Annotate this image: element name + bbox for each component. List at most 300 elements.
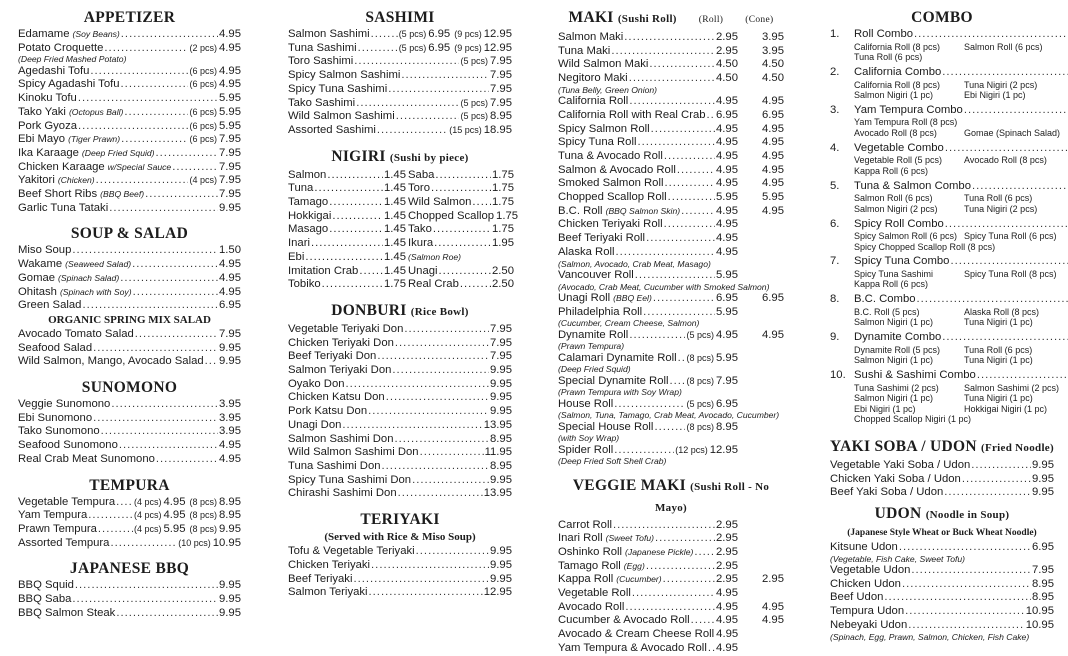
dot-leader bbox=[914, 28, 1068, 42]
combo-title-row bbox=[854, 255, 1068, 269]
item-price: 8.95 bbox=[1032, 577, 1054, 590]
item-name: Tuna Sashimi bbox=[288, 41, 357, 54]
menu-item bbox=[558, 444, 784, 458]
item-size: (4 pcs) bbox=[133, 496, 162, 507]
menu-item bbox=[288, 28, 512, 42]
item-name: Avocado Tomato Salad bbox=[18, 327, 134, 340]
nigiri-name: (Salmon Roe) bbox=[408, 251, 462, 262]
combo-name: Yam Tempura Combo bbox=[854, 103, 963, 116]
menu-item bbox=[288, 69, 512, 83]
combo-content-item bbox=[964, 279, 1068, 289]
menu-item bbox=[18, 147, 241, 161]
item-price: 5.95 bbox=[219, 92, 241, 105]
dot-leader bbox=[386, 391, 489, 405]
nigiri-cell bbox=[288, 278, 406, 292]
dot-leader bbox=[614, 398, 685, 412]
dot-leader bbox=[109, 202, 218, 216]
item-price: 4.95 bbox=[219, 439, 241, 452]
nigiri-cell bbox=[288, 196, 406, 210]
nigiri-name: Tako bbox=[408, 223, 432, 236]
item-size: (2 pcs) bbox=[189, 42, 217, 53]
dot-leader bbox=[329, 223, 383, 237]
combo-name: Spicy Roll Combo bbox=[854, 217, 944, 230]
combo-number: 5. bbox=[830, 179, 840, 192]
item-name: Avocado Roll bbox=[558, 600, 625, 613]
item-price: 9.95 bbox=[1032, 486, 1054, 499]
dot-leader bbox=[433, 223, 491, 237]
nigiri-name: Ikura bbox=[408, 237, 434, 250]
item-name: Spicy Tuna Roll bbox=[558, 136, 637, 149]
menu-item bbox=[18, 328, 241, 342]
nigiri-cell bbox=[288, 210, 406, 224]
item-name: Tempura Udon bbox=[830, 605, 905, 618]
item-price: 13.95 bbox=[483, 418, 512, 431]
item-name: Beef Udon bbox=[830, 591, 884, 604]
menu-item bbox=[18, 202, 241, 216]
dot-leader bbox=[101, 425, 218, 439]
item-price: 3.95 bbox=[219, 425, 241, 438]
item-name: Wild Salmon, Mango, Avocado Salad bbox=[18, 355, 204, 368]
item-price-cone: 4.95 bbox=[762, 177, 784, 190]
nigiri-name: Inari bbox=[288, 237, 310, 250]
item-size: (15 pcs) bbox=[449, 124, 482, 135]
item-size: (6 pcs) bbox=[189, 106, 217, 117]
dot-leader bbox=[121, 28, 218, 42]
menu-item bbox=[830, 459, 1054, 473]
item-description: (Salmon, Avocado, Crab Meat, Masago) bbox=[558, 258, 711, 269]
combo-contents bbox=[854, 52, 1068, 62]
item-size-large: (9 pcs) bbox=[454, 29, 482, 39]
menu-item bbox=[18, 92, 241, 106]
menu-item bbox=[288, 378, 512, 392]
menu-item bbox=[830, 619, 1054, 633]
item-name: Tamago Roll bbox=[558, 559, 621, 572]
item-price-cone: 4.95 bbox=[762, 136, 784, 149]
dot-leader bbox=[75, 579, 218, 593]
combo-body bbox=[854, 142, 1068, 176]
section-title: MAKI bbox=[568, 9, 614, 26]
menu-item bbox=[288, 364, 512, 378]
combo-contents bbox=[854, 393, 1068, 403]
item-note: (Octopus Ball) bbox=[68, 106, 124, 117]
item-price: 12.95 bbox=[709, 443, 738, 456]
item-price: 2.95 bbox=[716, 31, 738, 43]
menu-item bbox=[288, 586, 512, 600]
item-name: Yakitori bbox=[18, 174, 55, 187]
item-price-cone: 4.95 bbox=[762, 328, 784, 341]
nigiri-price: 1.45 bbox=[384, 237, 406, 250]
item-price-cone: 5.95 bbox=[762, 191, 784, 204]
dot-leader bbox=[945, 218, 1068, 232]
item-name: Tako Sashimi bbox=[288, 96, 356, 109]
combo-contents bbox=[854, 128, 1068, 138]
item-name: Assorted Tempura bbox=[18, 536, 110, 549]
nigiri-cell bbox=[288, 237, 406, 251]
item-size: (4 pcs) bbox=[189, 175, 217, 186]
combo-item bbox=[830, 331, 1054, 365]
item-price: 4.95 bbox=[716, 204, 738, 217]
combo-content-item: Tuna Sashimi (2 pcs) bbox=[854, 382, 939, 393]
section-heading bbox=[558, 476, 784, 518]
item-price-cone: 4.50 bbox=[762, 72, 784, 85]
item-price: 8.95 bbox=[219, 495, 241, 508]
menu-item bbox=[288, 573, 512, 587]
item-name: Spicy Salmon Roll bbox=[558, 122, 650, 135]
item-name: Spicy Tuna Sashimi bbox=[288, 82, 388, 95]
item-name: Nebeyaki Udon bbox=[830, 618, 908, 631]
dot-leader bbox=[311, 237, 383, 251]
combo-content-item: Salmon Nigiri (1 pc) bbox=[854, 89, 934, 100]
menu-item bbox=[18, 188, 241, 202]
nigiri-price: 1.45 bbox=[384, 209, 406, 222]
combo-contents bbox=[854, 345, 1068, 355]
menu-item bbox=[830, 541, 1054, 555]
item-name: B.C. Roll bbox=[558, 204, 603, 217]
section-heading bbox=[288, 301, 512, 322]
item-description: (Prawn Tempura) bbox=[558, 341, 625, 352]
combo-contents bbox=[854, 42, 1068, 52]
item-size: (8 pcs) bbox=[686, 421, 714, 432]
combo-title-row bbox=[854, 218, 1068, 232]
dot-leader bbox=[145, 188, 218, 202]
item-note: (Deep Fried Squid) bbox=[81, 147, 155, 158]
dot-leader bbox=[120, 272, 218, 286]
combo-number: 4. bbox=[830, 141, 840, 154]
item-price: 10.95 bbox=[1025, 605, 1054, 618]
dot-leader bbox=[677, 164, 715, 178]
menu-item bbox=[558, 72, 784, 86]
menu-item bbox=[558, 375, 784, 389]
dot-leader bbox=[945, 142, 1068, 156]
item-price: 9.95 bbox=[490, 558, 512, 571]
item-price: 4.95 bbox=[716, 328, 738, 341]
item-name: House Roll bbox=[558, 397, 614, 410]
nigiri-price: 1.75 bbox=[496, 209, 519, 222]
item-name: Spicy Tuna Sashimi Don bbox=[288, 473, 412, 486]
item-price: 4.95 bbox=[219, 285, 241, 298]
menu-item bbox=[18, 286, 241, 300]
combo-content-item: Salmon Roll (6 pcs) bbox=[854, 193, 933, 204]
dot-leader bbox=[329, 196, 383, 210]
item-size: (12 pcs) bbox=[675, 444, 708, 455]
combo-contents bbox=[854, 279, 1068, 289]
item-name: Salmon Sashimi bbox=[288, 28, 370, 40]
dot-leader bbox=[651, 123, 715, 137]
item-price-cone: 3.95 bbox=[762, 44, 784, 57]
nigiri-name: Masago bbox=[288, 223, 329, 236]
combo-title-row bbox=[854, 66, 1068, 80]
dot-leader bbox=[354, 55, 459, 69]
item-price: 9.95 bbox=[490, 405, 512, 418]
dot-leader bbox=[613, 519, 715, 533]
item-price: 1.50 bbox=[219, 244, 241, 257]
item-price-small: 5.95 bbox=[163, 522, 186, 535]
item-price-cone: 4.50 bbox=[762, 58, 784, 71]
item-name: Oyako Don bbox=[288, 377, 345, 390]
dot-leader bbox=[664, 218, 715, 232]
dot-leader bbox=[629, 329, 685, 343]
dot-leader bbox=[899, 541, 1031, 555]
dot-leader bbox=[678, 352, 686, 366]
menu-item bbox=[18, 579, 241, 593]
section-heading bbox=[830, 504, 1054, 525]
menu-item bbox=[558, 614, 784, 628]
combo-content-item: Tuna Nigiri (2 pcs) bbox=[964, 203, 1038, 214]
item-name: Avocado & Cream Cheese Roll bbox=[558, 628, 715, 641]
section-subtitle: (Rice Bowl) bbox=[410, 305, 469, 318]
combo-content-item bbox=[964, 117, 1068, 127]
combo-number: 8. bbox=[830, 293, 840, 306]
dot-leader bbox=[439, 265, 491, 279]
item-name: Tuna & Avocado Roll bbox=[558, 149, 663, 162]
combo-content-item: Spicy Tuna Sashimi bbox=[854, 269, 934, 280]
item-note: (BBQ Beef) bbox=[100, 189, 145, 200]
menu-item bbox=[18, 398, 241, 412]
nigiri-cell bbox=[408, 237, 514, 251]
nigiri-price: 1.75 bbox=[492, 223, 514, 236]
item-name: Dynamite Roll bbox=[558, 328, 629, 341]
menu-item bbox=[558, 136, 784, 150]
item-price: 4.95 bbox=[219, 78, 241, 91]
item-name: Tako Yaki bbox=[18, 105, 66, 118]
item-name: Wild Salmon Sashimi Don bbox=[288, 446, 419, 459]
item-name: Prawn Tempura bbox=[18, 522, 97, 535]
item-price: 5.95 bbox=[716, 268, 738, 281]
combo-content-item: Tuna Nigiri (1 pc) bbox=[964, 355, 1033, 366]
menu-item bbox=[558, 398, 784, 412]
item-note: (Egg) bbox=[623, 560, 645, 571]
item-name: Special House Roll bbox=[558, 420, 654, 433]
combo-number: 2. bbox=[830, 65, 840, 78]
dot-leader bbox=[668, 191, 715, 205]
nigiri-cell bbox=[288, 251, 406, 265]
menu-item bbox=[558, 205, 784, 219]
combo-title-row bbox=[854, 142, 1068, 156]
menu-item bbox=[558, 45, 784, 59]
dot-leader bbox=[964, 104, 1068, 118]
nigiri-price: 1.75 bbox=[384, 278, 406, 291]
dot-leader bbox=[110, 537, 177, 551]
menu-item bbox=[288, 446, 512, 460]
item-price: 4.95 bbox=[219, 452, 241, 465]
item-name: Vegetable Yaki Soba / Udon bbox=[830, 458, 971, 471]
combo-name: Sushi & Sashimi Combo bbox=[854, 369, 976, 382]
combo-content-item: Ebi Nigiri (1 pc) bbox=[854, 403, 916, 414]
menu-item bbox=[288, 124, 512, 138]
dot-leader bbox=[944, 486, 1031, 500]
item-price: 8.95 bbox=[490, 459, 512, 472]
dot-leader bbox=[135, 328, 218, 342]
item-price: 8.95 bbox=[490, 432, 512, 445]
item-name: Beef Short Ribs bbox=[18, 188, 98, 201]
combo-number: 9. bbox=[830, 331, 840, 344]
item-price-cone: 4.95 bbox=[762, 149, 784, 162]
nigiri-cell bbox=[288, 182, 406, 196]
item-name: Salmon Sashimi Don bbox=[288, 432, 394, 445]
section-heading bbox=[288, 8, 512, 27]
menu-item bbox=[288, 487, 512, 501]
item-price: 9.95 bbox=[219, 606, 241, 619]
combo-content-item: Salmon Nigiri (1 pc) bbox=[854, 355, 934, 366]
dot-leader bbox=[369, 586, 483, 600]
combo-body bbox=[854, 331, 1068, 365]
section-heading bbox=[288, 510, 512, 529]
item-price: 2.95 bbox=[716, 559, 738, 572]
menu-item bbox=[18, 607, 241, 621]
section-subheading: ORGANIC SPRING MIX SALAD bbox=[48, 313, 211, 326]
dot-leader bbox=[962, 473, 1031, 487]
item-price: 18.95 bbox=[483, 123, 512, 136]
combo-content-item: Salmon Nigiri (2 pcs) bbox=[854, 203, 938, 214]
dot-leader bbox=[96, 174, 189, 188]
dot-leader bbox=[133, 286, 218, 300]
menu-item bbox=[288, 83, 512, 97]
combo-body bbox=[854, 255, 1068, 289]
nigiri-name: Hokkigai bbox=[288, 209, 332, 222]
menu-item bbox=[18, 509, 241, 523]
menu-item bbox=[558, 519, 784, 533]
combo-item bbox=[830, 180, 1054, 214]
item-price: 9.95 bbox=[219, 522, 241, 535]
menu-item bbox=[288, 391, 512, 405]
item-name: Tuna Sashimi Don bbox=[288, 459, 381, 472]
dot-leader bbox=[111, 398, 218, 412]
dot-leader bbox=[435, 169, 491, 183]
dot-leader bbox=[132, 258, 218, 272]
item-price-small: 4.95 bbox=[163, 495, 186, 508]
combo-contents bbox=[854, 242, 1068, 252]
dot-leader bbox=[382, 460, 489, 474]
item-name: Wakame bbox=[18, 258, 63, 271]
combo-content-item: Hokkigai Nigiri (1 pc) bbox=[964, 403, 1048, 414]
item-price: 2.95 bbox=[716, 518, 738, 531]
item-name: Vegetable Teriyaki Don bbox=[288, 322, 404, 335]
dot-leader bbox=[327, 169, 383, 183]
item-size: (5 pcs) bbox=[686, 398, 714, 409]
menu-item bbox=[288, 350, 512, 364]
item-price: 7.95 bbox=[490, 96, 512, 109]
item-name: Wild Salmon Maki bbox=[558, 58, 649, 71]
item-description: (Spinach, Egg, Prawn, Salmon, Chicken, Fish Cake) bbox=[830, 631, 1030, 642]
combo-item bbox=[830, 28, 1054, 62]
dot-leader bbox=[104, 42, 188, 56]
item-price: 5.95 bbox=[716, 305, 738, 318]
item-size: (5 pcs) bbox=[398, 42, 427, 53]
combo-content-item: Yam Tempura Roll (8 pcs) bbox=[854, 117, 958, 128]
menu-item bbox=[558, 546, 784, 560]
dot-leader bbox=[156, 147, 218, 161]
nigiri-price: 1.45 bbox=[384, 196, 406, 209]
item-price: 6.95 bbox=[716, 108, 738, 121]
dot-leader bbox=[398, 487, 483, 501]
dot-leader bbox=[694, 546, 715, 560]
section-title: NIGIRI bbox=[331, 147, 386, 165]
combo-body bbox=[854, 66, 1068, 100]
item-size: (5 pcs) bbox=[686, 329, 714, 340]
dot-leader bbox=[905, 605, 1025, 619]
item-name: Real Crab Meat Sunomono bbox=[18, 452, 155, 465]
combo-title-row bbox=[854, 293, 1068, 307]
menu-item bbox=[830, 591, 1054, 605]
menu-item bbox=[558, 150, 784, 164]
item-price: 8.95 bbox=[1032, 591, 1054, 604]
combo-title-row bbox=[854, 331, 1068, 345]
dot-leader bbox=[93, 342, 218, 356]
menu-column-2 bbox=[288, 6, 519, 600]
item-name: Ohitash bbox=[18, 285, 57, 298]
item-name: Salmon Teriyaki bbox=[288, 586, 368, 599]
combo-item bbox=[830, 142, 1054, 176]
item-name: Salmon Teriyaki Don bbox=[288, 364, 392, 377]
item-description: (Cucumber, Cream Cheese, Salmon) bbox=[558, 318, 700, 329]
item-price: 4.95 bbox=[716, 163, 738, 176]
combo-name: Spicy Tuna Combo bbox=[854, 255, 950, 268]
item-price: 7.95 bbox=[1032, 563, 1054, 576]
combo-contents bbox=[854, 204, 1068, 214]
menu-item bbox=[558, 306, 784, 320]
item-price-small: 4.95 bbox=[163, 509, 186, 522]
item-name: Seafood Sunomono bbox=[18, 439, 118, 452]
combo-body bbox=[854, 293, 1068, 327]
dot-leader bbox=[624, 31, 715, 45]
item-name: Yam Tempura & Avocado Roll bbox=[558, 641, 707, 654]
item-name: Vancouver Roll bbox=[558, 268, 634, 281]
item-price: 4.95 bbox=[716, 177, 738, 190]
item-price-small: 6.95 bbox=[428, 41, 451, 54]
item-price: 10.95 bbox=[212, 536, 241, 549]
dot-leader bbox=[353, 573, 489, 587]
combo-content-item: Alaska Roll (8 pcs) bbox=[964, 306, 1040, 317]
item-name: Beef Yaki Soba / Udon bbox=[830, 486, 944, 499]
dot-leader bbox=[638, 136, 716, 150]
combo-content-item: Vegetable Roll (5 pcs) bbox=[854, 155, 943, 166]
combo-body bbox=[854, 180, 1068, 214]
item-price: 9.95 bbox=[490, 364, 512, 377]
item-name: Special Dynamite Roll bbox=[558, 374, 669, 387]
item-price: 5.95 bbox=[219, 105, 241, 118]
item-price: 9.95 bbox=[1032, 458, 1054, 471]
item-name: Carrot Roll bbox=[558, 518, 612, 531]
combo-title-row bbox=[854, 180, 1068, 194]
item-note: (Tiger Prawn) bbox=[68, 134, 121, 145]
item-price: 4.95 bbox=[716, 600, 738, 613]
nigiri-name: Salmon bbox=[288, 168, 327, 181]
item-name: Unagi Don bbox=[288, 418, 342, 431]
combo-item bbox=[830, 255, 1057, 290]
item-price: 8.95 bbox=[490, 110, 512, 123]
dot-leader bbox=[88, 509, 133, 523]
menu-item bbox=[558, 164, 784, 178]
menu-item bbox=[18, 106, 241, 120]
item-price: 4.95 bbox=[716, 587, 738, 600]
dot-leader bbox=[655, 532, 715, 546]
item-price: 9.95 bbox=[219, 593, 241, 606]
nigiri-name: Tobiko bbox=[288, 278, 321, 291]
nigiri-row bbox=[288, 278, 512, 292]
item-price: 4.95 bbox=[716, 95, 738, 108]
dot-leader bbox=[342, 419, 482, 433]
item-size: (10 pcs) bbox=[178, 537, 211, 548]
menu-item bbox=[558, 177, 784, 191]
dot-leader bbox=[472, 196, 491, 210]
combo-content-item: Tuna Roll (6 pcs) bbox=[964, 344, 1033, 355]
nigiri-name: Toro bbox=[408, 182, 430, 195]
combo-content-item: Salmon Nigiri (1 pc) bbox=[854, 393, 934, 404]
nigiri-price: 2.50 bbox=[492, 278, 514, 291]
menu-item bbox=[18, 412, 241, 426]
menu-item bbox=[830, 605, 1054, 619]
item-name: Green Salad bbox=[18, 299, 82, 312]
